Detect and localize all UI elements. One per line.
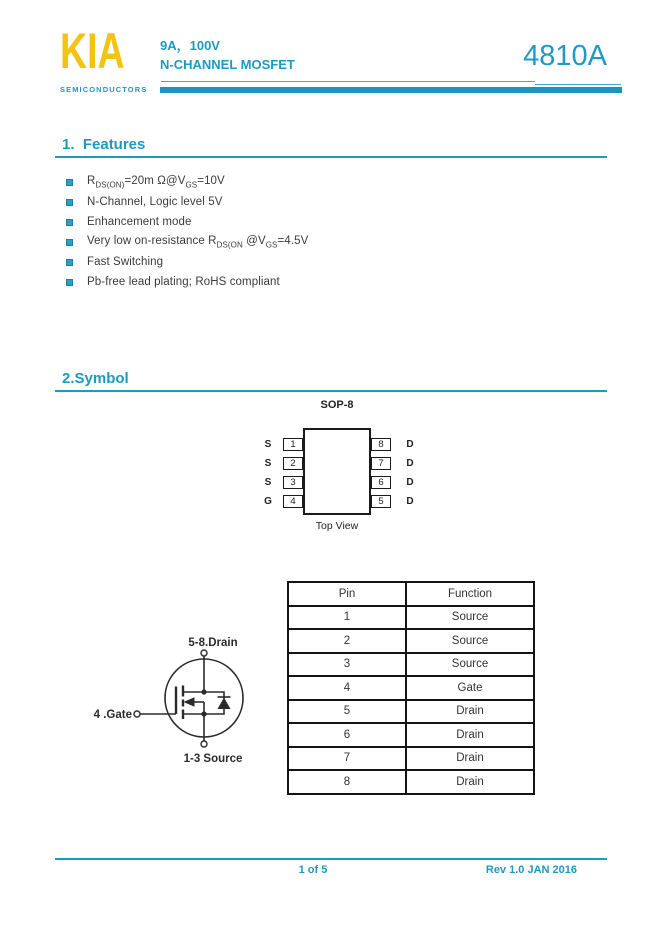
feature-item bbox=[66, 272, 308, 292]
features-rule bbox=[55, 156, 607, 158]
pin-function-letter: D bbox=[406, 439, 414, 450]
bullet-square-icon bbox=[66, 199, 73, 206]
feature-text: Fast Switching bbox=[87, 256, 164, 268]
table-cell: Source bbox=[406, 629, 534, 653]
table-cell: 6 bbox=[288, 723, 406, 747]
pin-function-letter: D bbox=[406, 458, 414, 469]
bullet-square-icon bbox=[66, 179, 73, 186]
feature-text: Pb-free lead plating; RoHS compliant bbox=[87, 276, 280, 288]
feature-text: Very low on-resistance $R_{DS(ON}$ $@V_{GS}=4.5V$ bbox=[87, 234, 309, 250]
table-cell: Source bbox=[406, 606, 534, 630]
pin-number-box: 3 bbox=[283, 476, 303, 489]
features-heading: 1. Features bbox=[62, 136, 146, 153]
table-cell: Drain bbox=[406, 770, 534, 794]
feature-item bbox=[66, 232, 308, 252]
pin-function-table bbox=[287, 581, 535, 795]
pin-function-letter: S bbox=[264, 477, 272, 488]
bullet-square-icon bbox=[66, 259, 73, 266]
pin-number-box: 6 bbox=[371, 476, 391, 489]
table-header-pin: Pin bbox=[288, 582, 406, 606]
footer-rule bbox=[55, 858, 607, 860]
symbol-gate-label: 4 .Gate bbox=[93, 709, 132, 721]
header-rule-right bbox=[535, 84, 621, 85]
table-header-row bbox=[288, 582, 534, 606]
table-cell: 5 bbox=[288, 700, 406, 724]
revision-label: Rev 1.0 JAN 2016 bbox=[485, 864, 577, 876]
symbol-source-label: 1-3 Source bbox=[183, 753, 243, 765]
table-row bbox=[288, 629, 534, 653]
part-number: 4810A bbox=[523, 40, 607, 72]
feature-text: $R_{DS(ON)}=20m$ $\Omega@V_{GS}=10V$ bbox=[87, 174, 225, 190]
table-cell: 1 bbox=[288, 606, 406, 630]
pin-number-box: 2 bbox=[283, 457, 303, 470]
feature-item bbox=[66, 192, 308, 212]
table-cell: 2 bbox=[288, 629, 406, 653]
symbol-drain-label: 5-8.Drain bbox=[188, 637, 238, 649]
pin-number-box: 5 bbox=[371, 495, 391, 508]
pin-number-box: 1 bbox=[283, 438, 303, 451]
table-cell: 7 bbox=[288, 747, 406, 771]
pin-row bbox=[260, 473, 303, 492]
table-cell: Gate bbox=[406, 676, 534, 700]
brand-logo: KIA bbox=[60, 23, 125, 79]
package-body bbox=[303, 428, 371, 515]
feature-item bbox=[66, 212, 308, 232]
table-cell: Drain bbox=[406, 747, 534, 771]
device-rating: 9A，100V bbox=[160, 38, 220, 53]
table-header-function: Function bbox=[406, 582, 534, 606]
feature-text: Enhancement mode bbox=[87, 216, 192, 228]
pin-row bbox=[260, 492, 303, 511]
table-cell: Source bbox=[406, 653, 534, 677]
package-pins-left bbox=[260, 435, 303, 511]
pin-table-body bbox=[288, 606, 534, 794]
package-caption: Top View bbox=[315, 520, 359, 532]
pin-number-box: 8 bbox=[371, 438, 391, 451]
package-name: SOP-8 bbox=[320, 399, 354, 411]
page-indicator: 1 of 5 bbox=[298, 864, 328, 876]
table-row bbox=[288, 653, 534, 677]
pin-number-box: 7 bbox=[371, 457, 391, 470]
mosfet-symbol-icon bbox=[90, 630, 320, 775]
header-accent-bar bbox=[160, 87, 622, 93]
symbol-rule bbox=[55, 390, 607, 392]
brand-logo-subtext: SEMICONDUCTORS bbox=[60, 85, 148, 94]
table-cell: 8 bbox=[288, 770, 406, 794]
features-list bbox=[66, 172, 308, 292]
pin-row bbox=[371, 435, 418, 454]
table-row bbox=[288, 606, 534, 630]
pin-function-letter: D bbox=[406, 496, 414, 507]
pin-row bbox=[371, 492, 418, 511]
bullet-square-icon bbox=[66, 279, 73, 286]
pin-function-letter: S bbox=[264, 458, 272, 469]
pin-row bbox=[371, 454, 418, 473]
table-row bbox=[288, 770, 534, 794]
pin-row bbox=[260, 435, 303, 454]
device-type: N-CHANNEL MOSFET bbox=[160, 57, 295, 72]
table-row bbox=[288, 747, 534, 771]
bullet-square-icon bbox=[66, 239, 73, 246]
pin-function-letter: S bbox=[264, 439, 272, 450]
pin-row bbox=[371, 473, 418, 492]
table-row bbox=[288, 723, 534, 747]
feature-item bbox=[66, 252, 308, 272]
bullet-square-icon bbox=[66, 219, 73, 226]
header-rule-left bbox=[161, 81, 535, 82]
feature-text: N-Channel, Logic level 5V bbox=[87, 196, 223, 208]
table-cell: Drain bbox=[406, 700, 534, 724]
table-cell: Drain bbox=[406, 723, 534, 747]
feature-item bbox=[66, 172, 308, 192]
table-cell: 3 bbox=[288, 653, 406, 677]
table-row bbox=[288, 700, 534, 724]
device-summary bbox=[160, 36, 295, 74]
pin-function-letter: G bbox=[264, 496, 272, 507]
pin-row bbox=[260, 454, 303, 473]
symbol-heading: 2.Symbol bbox=[62, 370, 129, 387]
pin-function-letter: D bbox=[406, 477, 414, 488]
table-row bbox=[288, 676, 534, 700]
pin-number-box: 4 bbox=[283, 495, 303, 508]
package-pins-right bbox=[371, 435, 418, 511]
table-cell: 4 bbox=[288, 676, 406, 700]
